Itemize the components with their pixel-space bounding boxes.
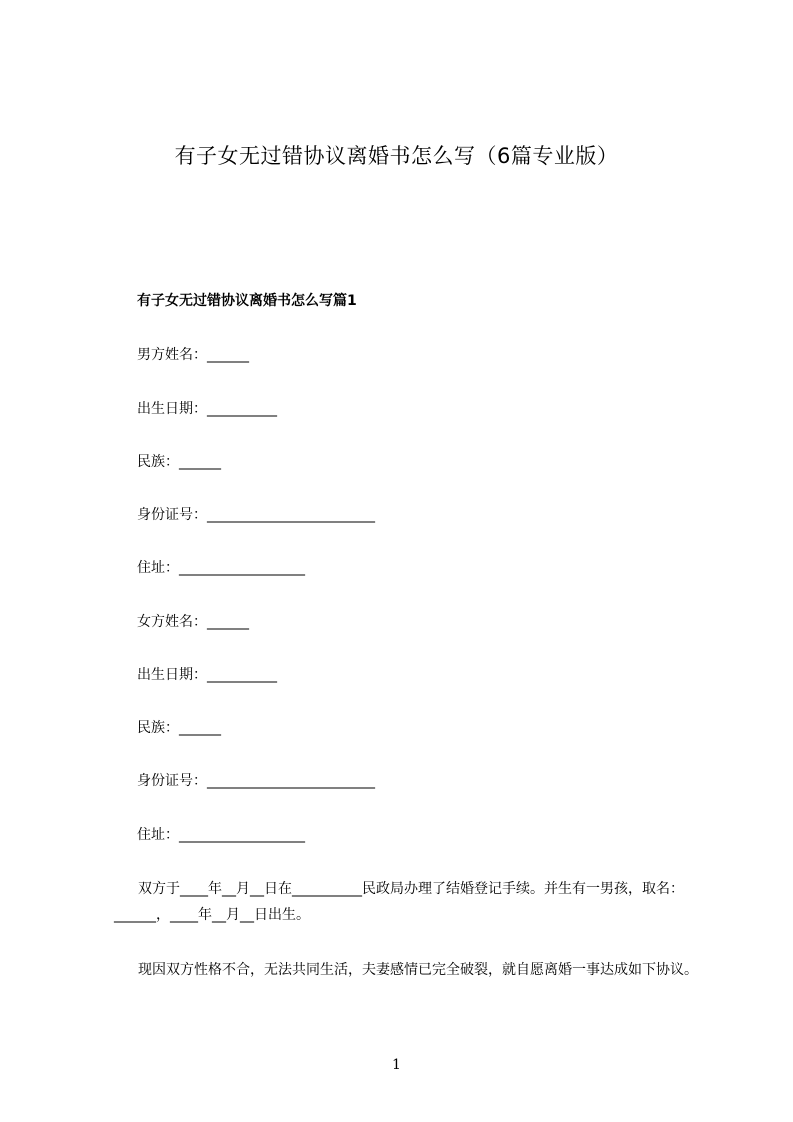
section-heading: 有子女无过错协议离婚书怎么写篇1 [137, 293, 357, 309]
marriage-info-paragraph [114, 876, 704, 928]
field-label: 民族： [137, 454, 179, 470]
field-blank: ______ [179, 454, 221, 470]
field-blank: __________ [207, 401, 277, 417]
male-ethnicity-field [137, 452, 221, 472]
field-blank: __________ [207, 667, 277, 683]
document-title: 有子女无过错协议离婚书怎么写（6篇专业版） [174, 144, 619, 168]
field-blank: __________________ [179, 827, 305, 843]
field-blank: __________________ [179, 560, 305, 576]
field-blank: ______ [207, 614, 249, 630]
male-id-number-field [137, 505, 375, 525]
female-address-field [137, 825, 305, 845]
field-label: 出生日期： [137, 401, 207, 417]
male-address-field [137, 558, 305, 578]
field-label: 身份证号： [137, 507, 207, 523]
male-birthdate-field [137, 399, 277, 419]
female-name-field [137, 612, 249, 632]
female-id-number-field [137, 771, 375, 791]
field-label: 身份证号： [137, 773, 207, 789]
field-blank: ________________________ [207, 507, 375, 523]
female-birthdate-field [137, 665, 277, 685]
field-label: 男方姓名： [137, 347, 207, 363]
field-blank: ________________________ [207, 773, 375, 789]
paragraph-text: 双方于____年__月__日在__________民政局办理了结婚登记手续。并生有一男孩，取名：______，____年__月__日出生。 [114, 881, 684, 923]
field-label: 住址： [137, 827, 179, 843]
field-label: 出生日期： [137, 667, 207, 683]
field-blank: ______ [179, 720, 221, 736]
field-blank: ______ [207, 347, 249, 363]
field-label: 住址： [137, 560, 179, 576]
field-label: 女方姓名： [137, 614, 207, 630]
field-label: 民族： [137, 720, 179, 736]
agreement-intro-paragraph [114, 957, 704, 983]
female-ethnicity-field [137, 718, 221, 738]
male-name-field [137, 345, 249, 365]
page-number: 1 [392, 1057, 401, 1073]
paragraph-text: 现因双方性格不合，无法共同生活，夫妻感情已完全破裂，就自愿离婚一事达成如下协议。 [138, 962, 698, 978]
